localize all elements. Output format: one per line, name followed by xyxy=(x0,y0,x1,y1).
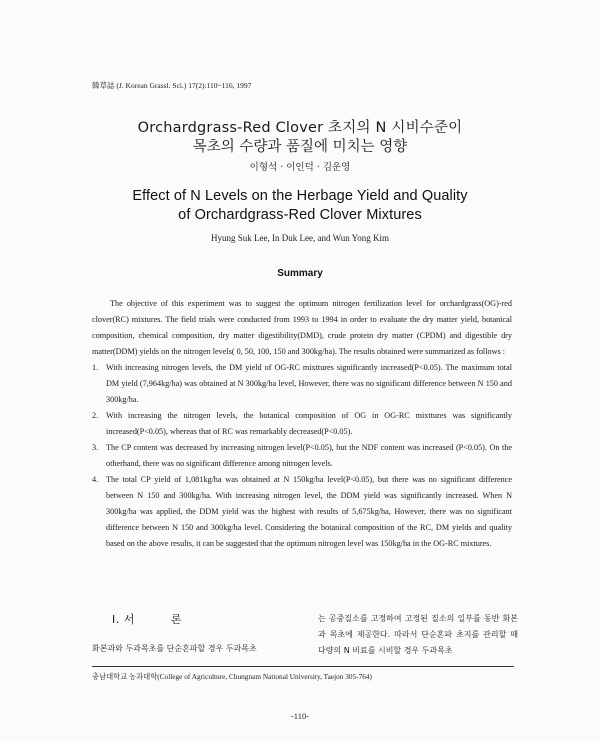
summary-item-text: The CP content was decreased by increasing nitrogen level(P<0.05), but the NDF content was increased (P<0.05). On the otherhand, there was no significant difference among nitrogen levels. xyxy=(106,443,512,468)
section-number: Ⅰ. 서 xyxy=(112,613,135,626)
summary-item-text: The total CP yield of 1,081kg/ha was obtained at N 150kg/ha level(P<0.05), but there was no significant difference between N 150 and 300kg/ha. With increasing nitrogen level, the DDM yield was significantly increased. When N 300kg/ha was applied, the DDM yield was the highest with results of 5,675kg/ha, However, there was no significant difference between N 150 and 300kg/ha level. Considering the botanical composition of the RC, DM yields and quality based on the above results, it can be suggested that the optimum nitrogen level was 150kg/ha in the OG-RC mixtures. xyxy=(106,475,512,548)
summary-item xyxy=(92,408,512,440)
summary-item-number: 3. xyxy=(92,443,99,452)
summary-item-number: 2. xyxy=(92,411,99,420)
page-number: -110- xyxy=(290,711,310,721)
summary-item xyxy=(92,472,512,552)
journal-reference: 韓草誌 (J. Korean Grassl. Sci.) 17(2):110~116, 1997 xyxy=(92,81,252,90)
summary-item-number: 4. xyxy=(92,475,99,484)
section-title-end: 론 xyxy=(170,613,183,626)
korean-authors: 이형석 · 이인덕 · 김운영 xyxy=(249,162,351,173)
summary-results-list xyxy=(92,360,512,552)
footnote-divider xyxy=(92,666,514,667)
summary-item xyxy=(92,440,512,472)
summary-heading: Summary xyxy=(277,268,323,279)
summary-item-text: With increasing the nitrogen levels, the botanical composition of OG in OG-RC mixttures was significantly increased(P<0.05), whereas that of RC was remarkably decreased(P<0.05). xyxy=(106,411,512,436)
summary-intro: The objective of this experiment was to suggest the optimum nitrogen fertilization level for orchardgrass(OG)-red clover(RC) mixtures. The field trials were conducted from 1993 to 1994 in order to evaluate the dry matter yield, botanical composition, chemical composition, dry matter digestibility(DMD), crude protein dry matter (CPDM) and digestible dry matter(DDM) yields on the nitrogen levels( 0, 50, 100, 150 and 300kg/ha). The results obtained were summarized as follows : xyxy=(92,299,512,356)
summary-item-number: 1. xyxy=(92,363,99,372)
english-title-line2: of Orchardgrass-Red Clover Mixtures xyxy=(178,207,422,223)
english-authors: Hyung Suk Lee, In Duk Lee, and Wun Yong Kim xyxy=(211,233,389,243)
korean-title-line1: Orchardgrass-Red Clover 초지의 N 시비수준이 xyxy=(137,120,463,136)
intro-right-column-text: 는 공중질소를 고정하여 고정된 질소의 일부를 동반 화본과 목초에 제공한다. 따라서 단순혼파 초지를 관리할 때 다량의 N 비료를 시비할 경우 두과목초 xyxy=(318,614,518,655)
korean-title-line2: 목초의 수량과 품질에 미치는 영향 xyxy=(192,139,408,155)
summary-item xyxy=(92,360,512,408)
section-heading-introduction xyxy=(112,611,182,627)
summary-item-text: With increasing nitrogen levels, the DM yield of OG-RC mixttures significantly increased(P<0.05). The maximum total DM yield (7,964kg/ha) was obtained at N 300kg/ha level, However, there was no significant difference between N 150 and 300kg/ha. xyxy=(106,363,512,404)
summary-body xyxy=(92,296,512,552)
affiliation-footnote: 충남대학교 농과대학(College of Agriculture, Chungnam National University, Taejon 305-764) xyxy=(92,672,372,681)
intro-left-column-text: 화본과와 두과목초를 단순혼파할 경우 두과목초 xyxy=(92,644,257,653)
english-title-line1: Effect of N Levels on the Herbage Yield and Quality xyxy=(132,188,468,204)
